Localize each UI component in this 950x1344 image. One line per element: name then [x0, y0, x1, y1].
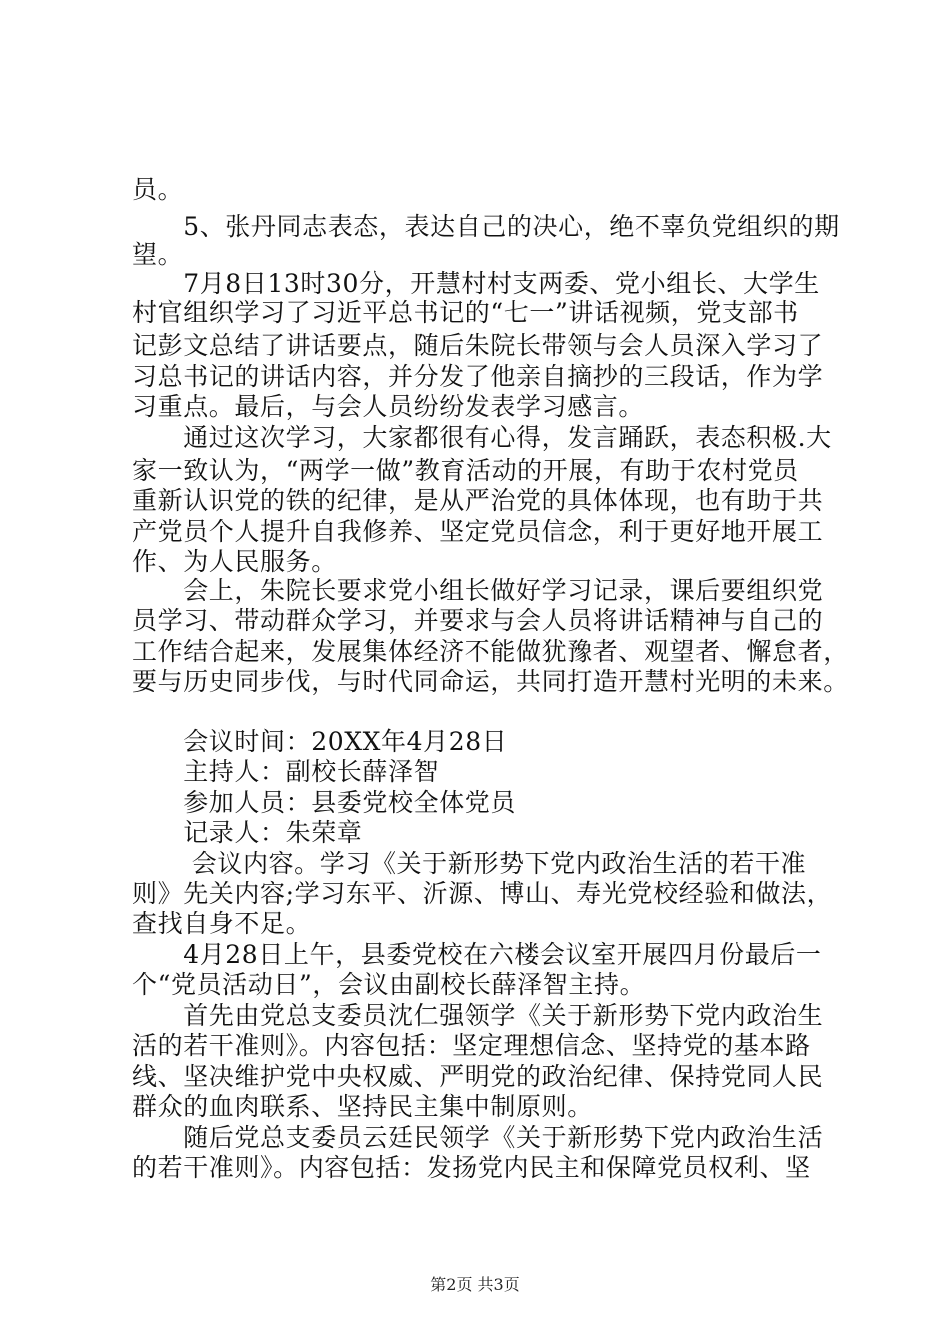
text-line: 活的若干准则》。内容包括：坚定理想信念、坚持党的基本路	[132, 1031, 811, 1060]
meeting-host: 主持人：副校长薛泽智	[132, 757, 440, 786]
meeting-attendees: 参加人员：县委党校全体党员	[132, 788, 517, 817]
meeting-recorder: 记录人：朱荣章	[132, 818, 363, 847]
text-line: 习重点。最后，与会人员纷纷发表学习感言。	[132, 392, 645, 421]
text-line: 村官组织学习了习近平总书记的“七一”讲话视频，党支部书	[132, 298, 799, 327]
text-line: 5、张丹同志表态，表达自己的决心，绝不辜负党组织的期	[132, 212, 840, 241]
text-line: 群众的血肉联系、坚持民主集中制原则。	[132, 1092, 593, 1121]
text-line: 通过这次学习，大家都很有心得，发言踊跃，表态积极.大	[132, 423, 832, 452]
text-line: 工作结合起来，发展集体经济不能做犹豫者、观望者、懈怠者，	[132, 637, 849, 666]
meeting-time: 会议时间：20XX年4月28日	[132, 727, 508, 756]
text-line: 随后党总支委员云廷民领学《关于新形势下党内政治生活	[132, 1123, 824, 1152]
text-line: 线、坚决维护党中央权威、严明党的政治纪律、保持党同人民	[132, 1062, 824, 1091]
text-line: 7月8日13时30分，开慧村村支两委、党小组长、大学生	[132, 269, 820, 298]
text-line: 要与历史同步伐，与时代同命运，共同打造开慧村光明的未来。	[132, 667, 849, 696]
text-line: 产党员个人提升自我修养、坚定党员信念，利于更好地开展工	[132, 517, 824, 546]
text-line: 员学习、带动群众学习，并要求与会人员将讲话精神与自己的	[132, 606, 824, 635]
text-line: 4月28日上午，县委党校在六楼会议室开展四月份最后一	[132, 940, 822, 969]
text-line: 的若干准则》。内容包括：发扬党内民主和保障党员权利、坚	[132, 1153, 811, 1182]
text-line: 首先由党总支委员沈仁强领学《关于新形势下党内政治生	[132, 1001, 824, 1030]
text-line: 查找自身不足。	[132, 909, 312, 938]
text-line: 员。	[132, 175, 184, 204]
text-line: 会上，朱院长要求党小组长做好学习记录，课后要组织党	[132, 576, 824, 605]
text-line: 记彭文总结了讲话要点，随后朱院长带领与会人员深入学习了	[132, 331, 824, 360]
text-line: 家一致认为，“两学一做”教育活动的开展，有助于农村党员	[132, 456, 799, 485]
text-line: 个“党员活动日”，会议由副校长薛泽智主持。	[132, 970, 646, 999]
text-line: 重新认识党的铁的纪律，是从严治党的具体体现，也有助于共	[132, 486, 824, 515]
text-line: 望。	[132, 240, 184, 269]
text-line: 会议内容。学习《关于新形势下党内政治生活的若干准	[132, 849, 807, 878]
text-line: 习总书记的讲话内容，并分发了他亲自摘抄的三段话，作为学	[132, 362, 824, 391]
page-number-footer: 第2页 共3页	[430, 1275, 520, 1294]
text-line: 作、为人民服务。	[132, 547, 337, 576]
text-line: 则》先关内容;学习东平、沂源、博山、寿光党校经验和做法，	[132, 879, 833, 908]
